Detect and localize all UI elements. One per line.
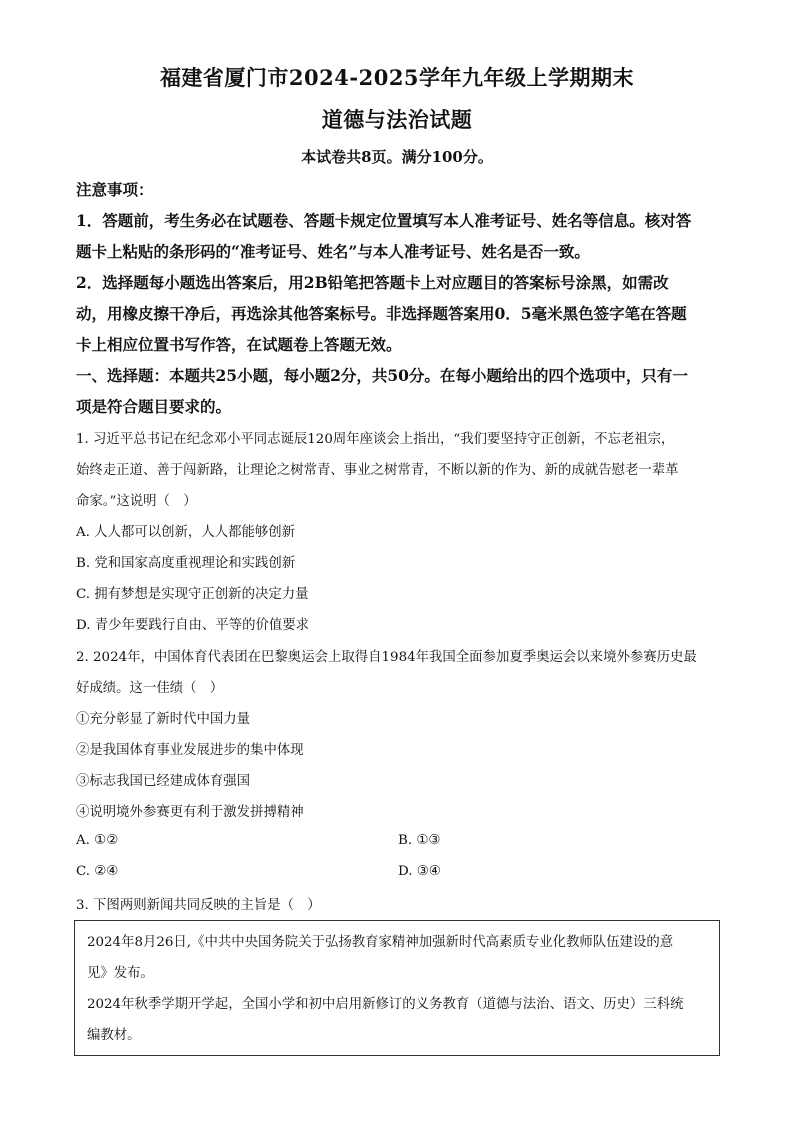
news-line: 2024年8月26日,《中共中央国务院关于弘扬教育家精神加强新时代高素质专业化教师队伍建设的意 bbox=[87, 935, 674, 950]
notes-line: 题卡上粘贴的条形码的“准考证号、姓名”与本人准考证号、姓名是否一致。 bbox=[76, 242, 590, 261]
news-box bbox=[74, 920, 720, 1056]
question-2-item: ①充分彰显了新时代中国力量 bbox=[76, 712, 251, 727]
news-line: 见》发布。 bbox=[87, 966, 154, 981]
exam-info: 本试卷共8页。满分100分。 bbox=[301, 148, 493, 166]
exam-title: 福建省厦门市2024-2025学年九年级上学期期末 bbox=[159, 65, 635, 90]
question-2-stem: 好成绩。这一佳绩（ ） bbox=[76, 681, 224, 696]
question-2-option-b: B. ①③ bbox=[398, 833, 441, 848]
notes-line: 1．答题前，考生务必在试题卷、答题卡规定位置填写本人准考证号、姓名等信息。核对答 bbox=[76, 211, 692, 230]
notes-heading: 注意事项： bbox=[76, 180, 154, 199]
question-2-item: ③标志我国已经建成体育强国 bbox=[76, 774, 251, 789]
question-1-option-c: C. 拥有梦想是实现守正创新的决定力量 bbox=[76, 587, 309, 602]
notes-line: 动，用橡皮擦干净后，再选涂其他答案标号。非选择题答案用0．5毫米黑色签字笔在答题 bbox=[76, 304, 687, 323]
question-1-stem: 1. 习近平总书记在纪念邓小平同志诞辰120周年座谈会上指出，“我们要坚持守正创新，不忘老祖宗， bbox=[76, 432, 675, 447]
section-heading: 项是符合题目要求的。 bbox=[76, 397, 232, 416]
question-1-option-d: D. 青少年要践行自由、平等的价值要求 bbox=[76, 618, 310, 633]
question-2-option-c: C. ②④ bbox=[76, 864, 119, 879]
question-2-option-d: D. ③④ bbox=[398, 864, 441, 879]
question-2-stem: 2. 2024年，中国体育代表团在巴黎奥运会上取得自1984年我国全面参加夏季奥运会以来境外参赛历史最 bbox=[76, 650, 697, 665]
news-line: 编教材。 bbox=[87, 1028, 141, 1043]
question-2-option-a: A. ①② bbox=[76, 833, 119, 848]
question-2-item: ④说明境外参赛更有利于激发拼搏精神 bbox=[76, 805, 304, 820]
question-1-stem: 命家。”这说明（ ） bbox=[76, 494, 197, 509]
notes-line: 卡上相应位置书写作答，在试题卷上答题无效。 bbox=[76, 335, 402, 354]
section-heading: 一、选择题：本题共25小题，每小题2分，共50分。在每小题给出的四个选项中，只有一 bbox=[76, 366, 688, 385]
question-1-option-a: A. 人人都可以创新，人人都能够创新 bbox=[76, 525, 296, 540]
question-3-stem: 3. 下图两则新闻共同反映的主旨是（ ） bbox=[76, 898, 321, 913]
question-2-item: ②是我国体育事业发展进步的集中体现 bbox=[76, 743, 304, 758]
notes-line: 2．选择题每小题选出答案后，用2B铅笔把答题卡上对应题目的答案标号涂黑，如需改 bbox=[76, 273, 669, 292]
question-1-stem: 始终走正道、善于闯新路，让理论之树常青、事业之树常青，不断以新的作为、新的成就告慰老一辈革 bbox=[76, 463, 679, 478]
news-line: 2024年秋季学期开学起，全国小学和初中启用新修订的义务教育（道德与法治、语文、历史）三科统 bbox=[87, 997, 684, 1012]
exam-subject-title: 道德与法治试题 bbox=[321, 107, 473, 132]
question-1-option-b: B. 党和国家高度重视理论和实践创新 bbox=[76, 556, 296, 571]
